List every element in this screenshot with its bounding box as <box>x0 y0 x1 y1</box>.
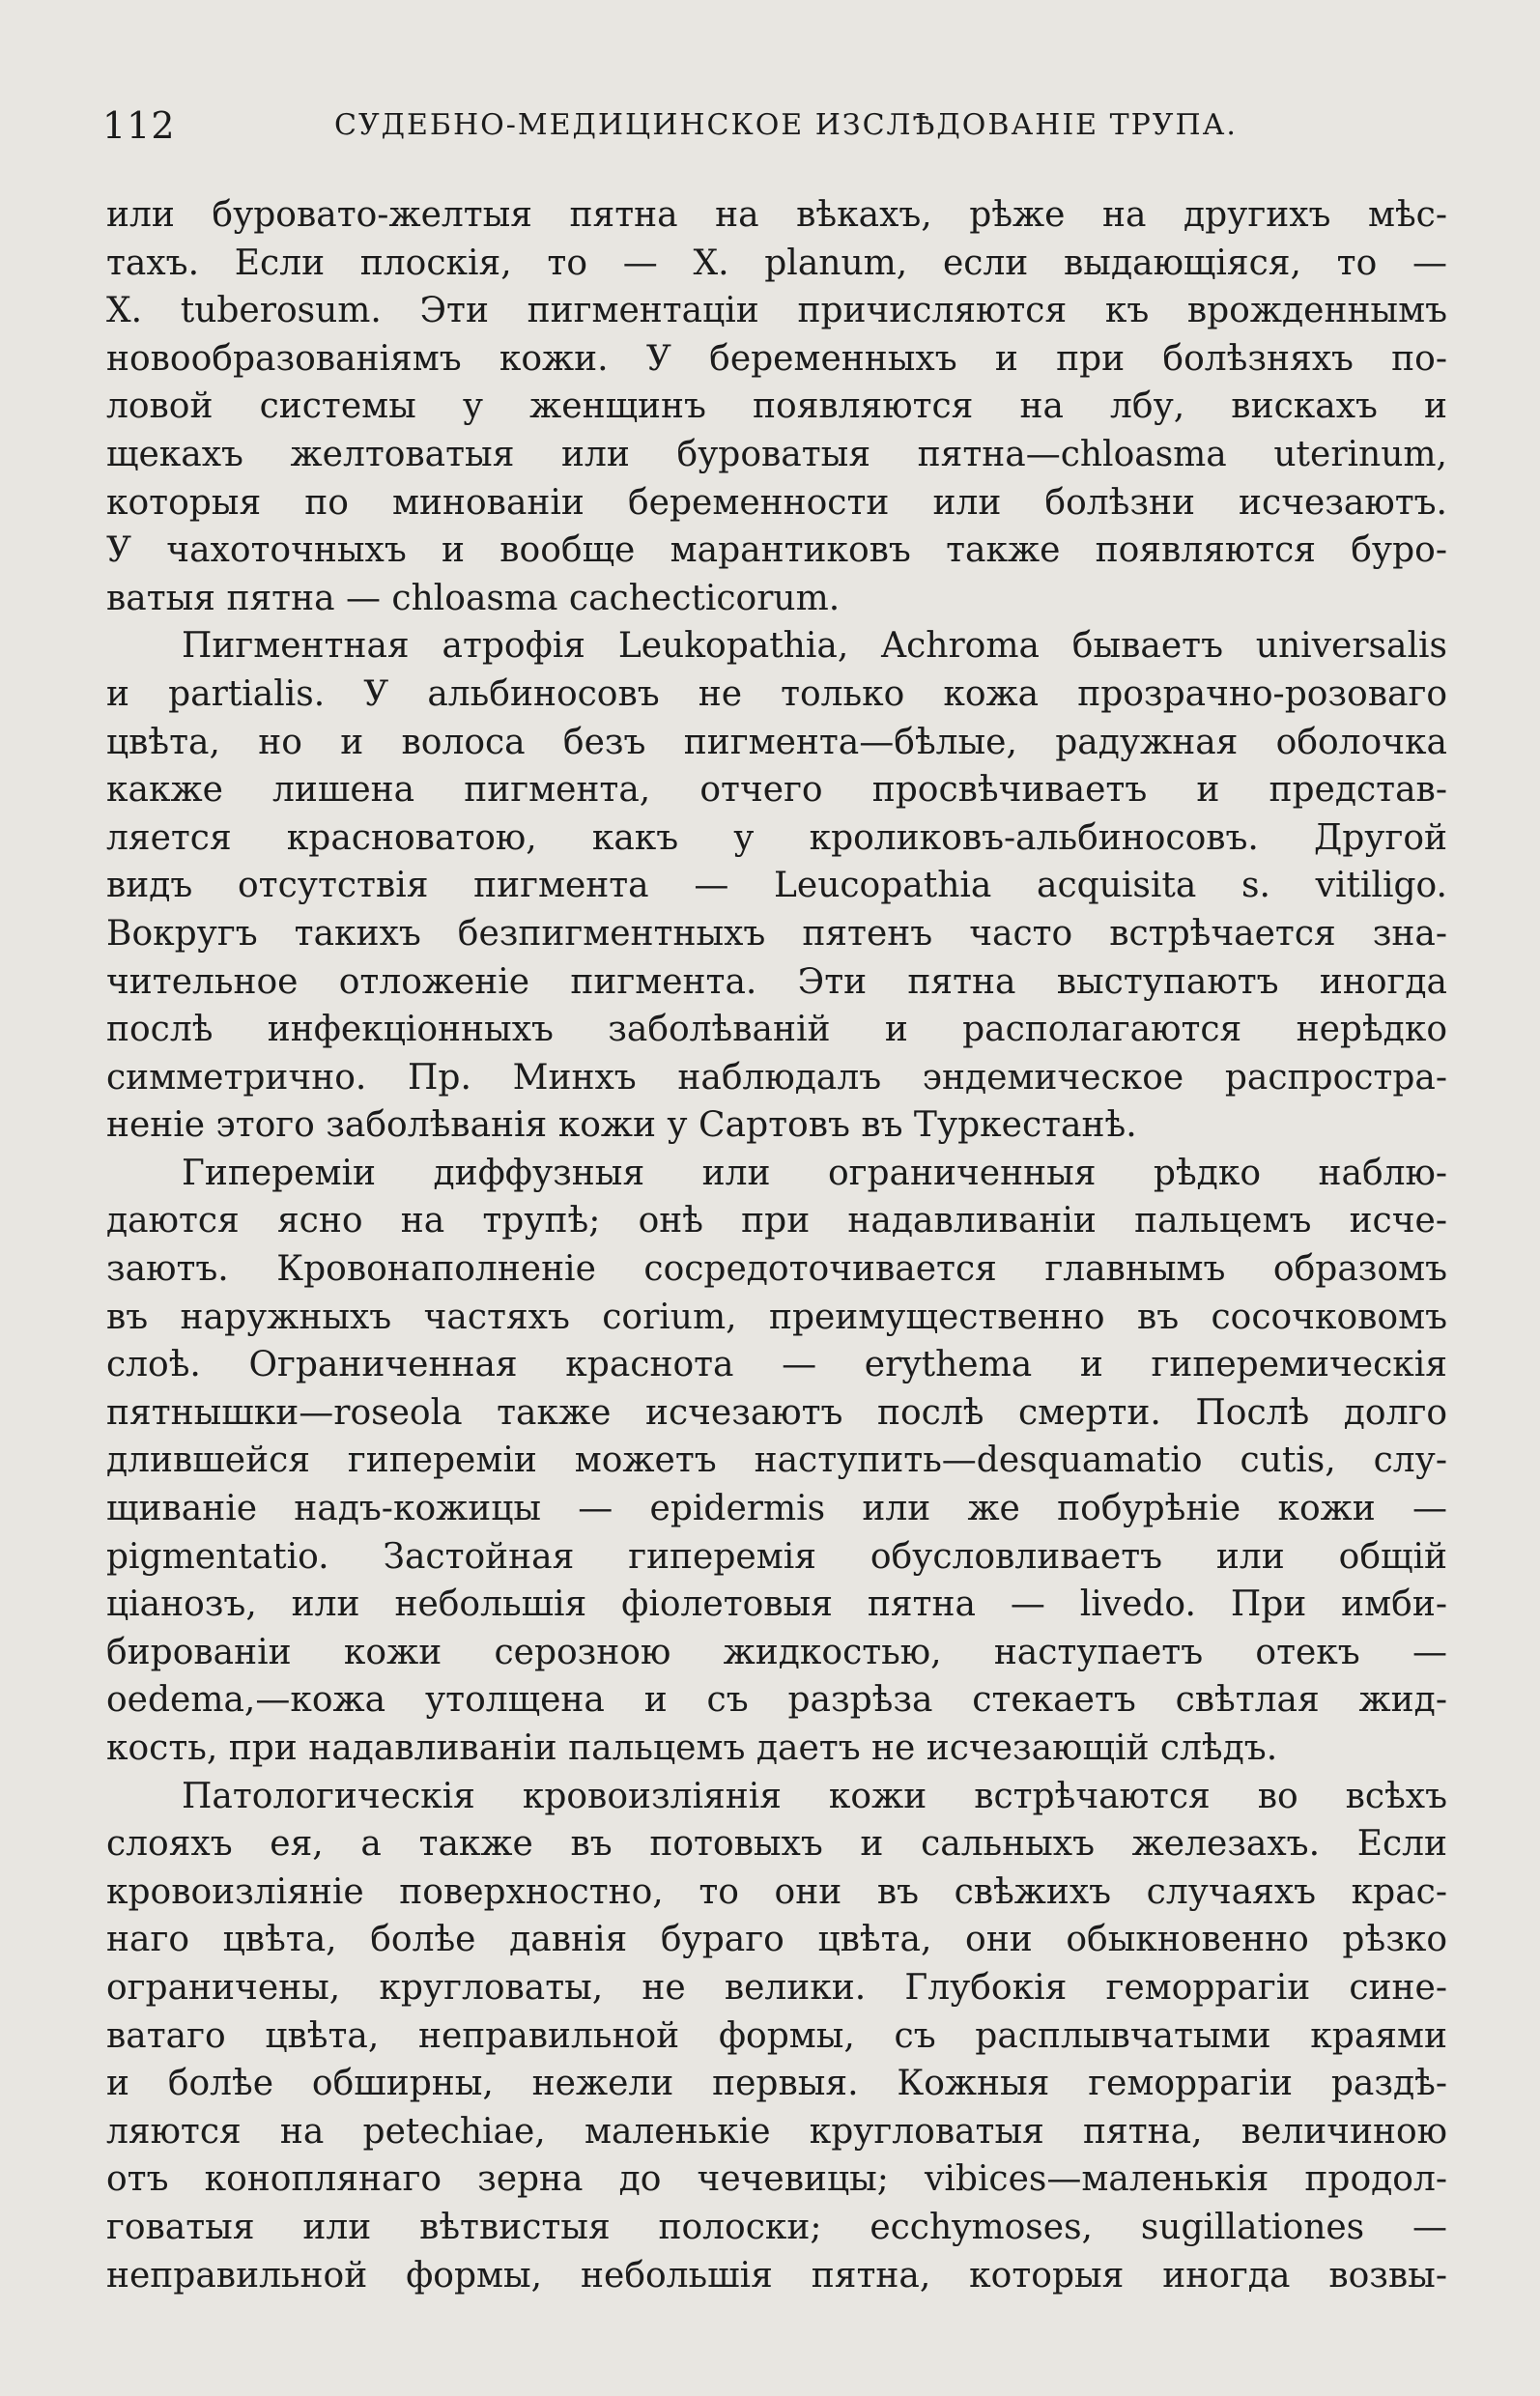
text-line: и болѣе обширны, нежели первыя. Кожныя геморрагіи раздѣ- <box>106 2064 1447 2104</box>
text-line: видъ отсутствія пигмента — Leucopathia acquisita s. vitiligo. <box>106 866 1447 906</box>
text-line: которыя по минованіи беременности или болѣзни исчезаютъ. <box>106 482 1447 523</box>
text-line: oedema,—кожа утолщена и съ разрѣза стекаетъ свѣтлая жид- <box>106 1680 1447 1721</box>
text-line: ляется красноватою, какъ у кроликовъ-альбиносовъ. Другой <box>106 817 1447 858</box>
text-line: чительное отложеніе пигмента. Эти пятна выступаютъ иногда <box>106 961 1447 1002</box>
text-line: новообразованіямъ кожи. У беременныхъ и при болѣзняхъ по- <box>106 338 1447 379</box>
text-line: цвѣта, но и волоса безъ пигмента—бѣлые, радужная оболочка <box>106 722 1447 762</box>
page-number: 112 <box>102 104 176 147</box>
text-line: pigmentatio. Застойная гиперемія обусловливаетъ или общій <box>106 1536 1447 1577</box>
text-line: неніе этого заболѣванія кожи у Сартовъ въ Туркестанѣ. <box>106 1105 1137 1146</box>
text-line: слоѣ. Ограниченная краснота — erythema и гиперемическія <box>106 1345 1447 1385</box>
text-line: щекахъ желтоватыя или буроватыя пятна—chloasma uterinum, <box>106 434 1447 474</box>
text-line: какже лишена пигмента, отчего просвѣчиваетъ и представ- <box>106 770 1447 811</box>
text-line: X. tuberosum. Эти пигментаціи причисляются къ врожденнымъ <box>106 291 1447 331</box>
text-line: слояхъ ея, а также въ потовыхъ и сальныхъ железахъ. Если <box>106 1824 1447 1865</box>
text-line: тахъ. Если плоскія, то — X. planum, если выдающіяся, то — <box>106 242 1447 283</box>
text-line: ватыя пятна — chloasma cachecticorum. <box>106 578 841 618</box>
text-line: наго цвѣта, болѣе давнія бураго цвѣта, они обыкновенно рѣзко <box>106 1920 1447 1960</box>
text-line: и partialis. У альбиносовъ не только кожа прозрачно-розоваго <box>106 673 1447 714</box>
text-line: ограничены, кругловаты, не велики. Глубокія геморрагіи сине- <box>106 1967 1447 2008</box>
paragraph-start-line: Гипереміи диффузныя или ограниченныя рѣдко наблю- <box>182 1153 1447 1193</box>
text-body <box>106 191 1447 2299</box>
text-line: Вокругъ такихъ безпигментныхъ пятенъ часто встрѣчается зна- <box>106 913 1447 954</box>
text-line: въ наружныхъ частяхъ corium, преимущественно въ сосочковомъ <box>106 1297 1447 1337</box>
text-line: ціанозъ, или небольшія фіолетовыя пятна — livedo. При имби- <box>106 1584 1447 1625</box>
text-line: щиваніе надъ-кожицы — epidermis или же побурѣніе кожи — <box>106 1489 1447 1529</box>
text-line: неправильной формы, небольшія пятна, которыя иногда возвы- <box>106 2255 1447 2296</box>
paragraph-start-line: Патологическія кровоизліянія кожи встрѣчаются во всѣхъ <box>182 1776 1447 1816</box>
text-line: отъ коноплянаго зерна до чечевицы; vibices—маленькія продол- <box>106 2159 1447 2200</box>
running-title: СУДЕБНО-МЕДИЦИНСКОЕ ИЗСЛѢДОВАНІЕ ТРУПА. <box>334 108 1238 142</box>
text-line: симметрично. Пр. Минхъ наблюдалъ эндемическое распростра- <box>106 1057 1447 1098</box>
text-line: длившейся гипереміи можетъ наступить—desquamatio cutis, слу- <box>106 1440 1447 1481</box>
running-head <box>102 97 1445 155</box>
text-line: ватаго цвѣта, неправильной формы, съ расплывчатыми краями <box>106 2015 1447 2056</box>
text-line: или буровато-желтыя пятна на вѣкахъ, рѣже на другихъ мѣс- <box>106 195 1447 235</box>
text-line: бированіи кожи серозною жидкостью, наступаетъ отекъ — <box>106 1632 1447 1672</box>
text-line: ловой системы у женщинъ появляются на лбу, вискахъ и <box>106 386 1447 427</box>
text-line: У чахоточныхъ и вообще марантиковъ также появляются буро- <box>106 530 1447 571</box>
text-line: кость, при надавливаніи пальцемъ даетъ не исчезающій слѣдъ. <box>106 1728 1278 1768</box>
text-line: заютъ. Кровонаполненіе сосредоточивается главнымъ образомъ <box>106 1249 1447 1290</box>
text-line: ляются на petechiae, маленькіе кругловатыя пятна, величиною <box>106 2111 1447 2152</box>
text-line: послѣ инфекціонныхъ заболѣваній и располагаются нерѣдко <box>106 1010 1447 1050</box>
text-line: говатыя или вѣтвистыя полоски; ecchymoses, sugillationes — <box>106 2207 1447 2247</box>
paragraph-start-line: Пигментная атрофія Leukopathia, Achroma бываетъ universalis <box>182 626 1447 667</box>
text-line: пятнышки—roseola также исчезаютъ послѣ смерти. Послѣ долго <box>106 1392 1447 1433</box>
text-line: кровоизліяніе поверхностно, то они въ свѣжихъ случаяхъ крас- <box>106 1871 1447 1912</box>
text-line: даются ясно на трупѣ; онѣ при надавливаніи пальцемъ исче- <box>106 1201 1447 1241</box>
